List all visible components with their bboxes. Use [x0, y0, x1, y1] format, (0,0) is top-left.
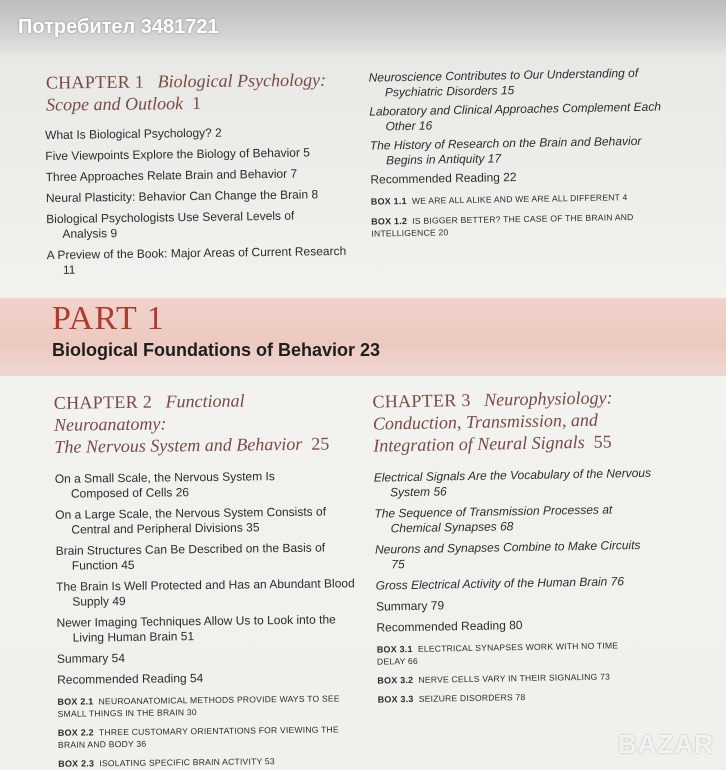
chapter3-label: CHAPTER 3	[372, 389, 471, 412]
owner-header-bar	[0, 0, 726, 58]
box-entry	[58, 723, 348, 751]
chapter2-label: CHAPTER 2	[53, 391, 153, 413]
toc-entry: Summary 79	[375, 598, 445, 614]
toc-entry: On a Large Scale, the Nervous System Consists of Central and Peripheral Divisions 35	[55, 504, 327, 537]
chapter1-left-column	[46, 70, 346, 282]
toc-entry: The Brain Is Well Protected and Has an Abundant Blood Supply 49	[55, 576, 355, 609]
box-entry	[371, 211, 641, 240]
toc-entry: Electrical Signals Are the Vocabulary of the Nervous System 56	[373, 465, 652, 500]
box-label: BOX 2.1	[57, 696, 94, 707]
chapter2-title-line2: The Nervous System and Behavior	[54, 433, 303, 457]
box-entry	[377, 639, 647, 668]
toc-entry: Recommended Reading 80	[376, 618, 523, 635]
chapter2-column	[54, 388, 359, 770]
box-text: WE ARE ALL ALIKE AND WE ARE ALL DIFFERENT 4	[411, 192, 628, 206]
part-title: PART 1	[52, 300, 165, 337]
toc-entry: Biological Psychologists Use Several Levels of Analysis 9	[46, 208, 295, 241]
chapter2-heading	[54, 388, 355, 458]
chapter3-page: 55	[593, 431, 612, 452]
chapter3-title-line3: Integration of Neural Signals	[373, 431, 585, 456]
toc-entry: The History of Research on the Brain and Behavior Begins in Antiquity 17	[369, 133, 642, 168]
box-label: BOX 2.3	[58, 758, 95, 769]
watermark-logo: BAZAR	[618, 729, 714, 759]
box-entry	[57, 692, 352, 720]
chapter2-title-line1: Functional Neuroanatomy:	[53, 390, 245, 435]
chapter2-page: 25	[311, 433, 330, 454]
chapter3-column	[372, 385, 677, 705]
chapter1-title-line2: Scope and Outlook	[46, 93, 184, 115]
toc-entry: Five Viewpoints Explore the Biology of Behavior 5	[45, 145, 311, 164]
box-label: BOX 2.2	[57, 727, 94, 738]
chapter3-title-line1: Neurophysiology:	[483, 387, 613, 410]
box-text: ISOLATING SPECIFIC BRAIN ACTIVITY 53	[99, 756, 275, 769]
box-label: BOX 3.1	[376, 643, 413, 655]
toc-entry: Neural Plasticity: Behavior Can Change the Brain 8	[45, 187, 319, 206]
toc-entry: A Preview of the Book: Major Areas of Current Research 11	[46, 243, 347, 277]
box-text: ELECTRICAL SYNAPSES WORK WITH NO TIME DELAY 66	[376, 640, 619, 667]
toc-entry: Neuroscience Contributes to Our Understanding of Psychiatric Disorders 15	[368, 65, 639, 100]
chapter1-right-column	[369, 65, 672, 239]
box-label: BOX 3.3	[377, 693, 414, 705]
toc-entry: On a Small Scale, the Nervous System Is Composed of Cells 26	[54, 469, 275, 501]
box-text: IS BIGGER BETTER? THE CASE OF THE BRAIN AND INTELLIGENCE 20	[371, 212, 634, 239]
box-text: THREE CUSTOMARY ORIENTATIONS FOR VIEWING THE BRAIN AND BODY 36	[57, 724, 339, 750]
box-entry	[371, 190, 671, 207]
toc-entry: Neurons and Synapses Combine to Make Circuits 75	[374, 537, 641, 572]
chapter1-title-line1: Biological Psychology:	[157, 69, 327, 92]
chapter3-title-line2: Conduction, Transmission, and	[372, 409, 599, 434]
toc-entry: Gross Electrical Activity of the Human Brain 76	[375, 574, 625, 593]
toc-entry: The Sequence of Transmission Processes at Chemical Synapses 68	[374, 502, 613, 536]
toc-entry: Brain Structures Can Be Described on the Basis of Function 45	[55, 540, 326, 573]
box-text: NERVE CELLS VARY IN THEIR SIGNALING 73	[418, 671, 611, 685]
toc-entry: Newer Imaging Techniques Allow Us to Look into the Living Human Brain 51	[56, 612, 336, 645]
box-entry	[377, 669, 677, 686]
toc-entry: Laboratory and Clinical Approaches Complement Each Other 16	[369, 99, 662, 134]
box-text: SEIZURE DISORDERS 78	[418, 692, 526, 704]
box-label: BOX 3.2	[377, 674, 414, 686]
toc-entry: Recommended Reading 22	[370, 170, 517, 187]
part-subtitle: Biological Foundations of Behavior 23	[52, 340, 381, 360]
toc-entry: Recommended Reading 54	[57, 671, 204, 687]
chapter1-label: CHAPTER 1	[45, 71, 145, 93]
box-label: BOX 1.2	[371, 215, 408, 227]
toc-entry: Summary 54	[56, 650, 126, 666]
chapter3-heading	[372, 385, 673, 456]
box-label: BOX 1.1	[370, 195, 407, 207]
box-text: NEUROANATOMICAL METHODS PROVIDE WAYS TO SEE SMALL THINGS IN THE BRAIN 30	[57, 693, 340, 719]
owner-label: Потребител 3481721	[18, 16, 219, 38]
chapter1-page: 1	[191, 92, 202, 114]
chapter1-heading	[46, 68, 346, 115]
toc-entry: Three Approaches Relate Brain and Behavior 7	[45, 166, 298, 185]
toc-entry: What Is Biological Psychology? 2	[44, 125, 222, 143]
